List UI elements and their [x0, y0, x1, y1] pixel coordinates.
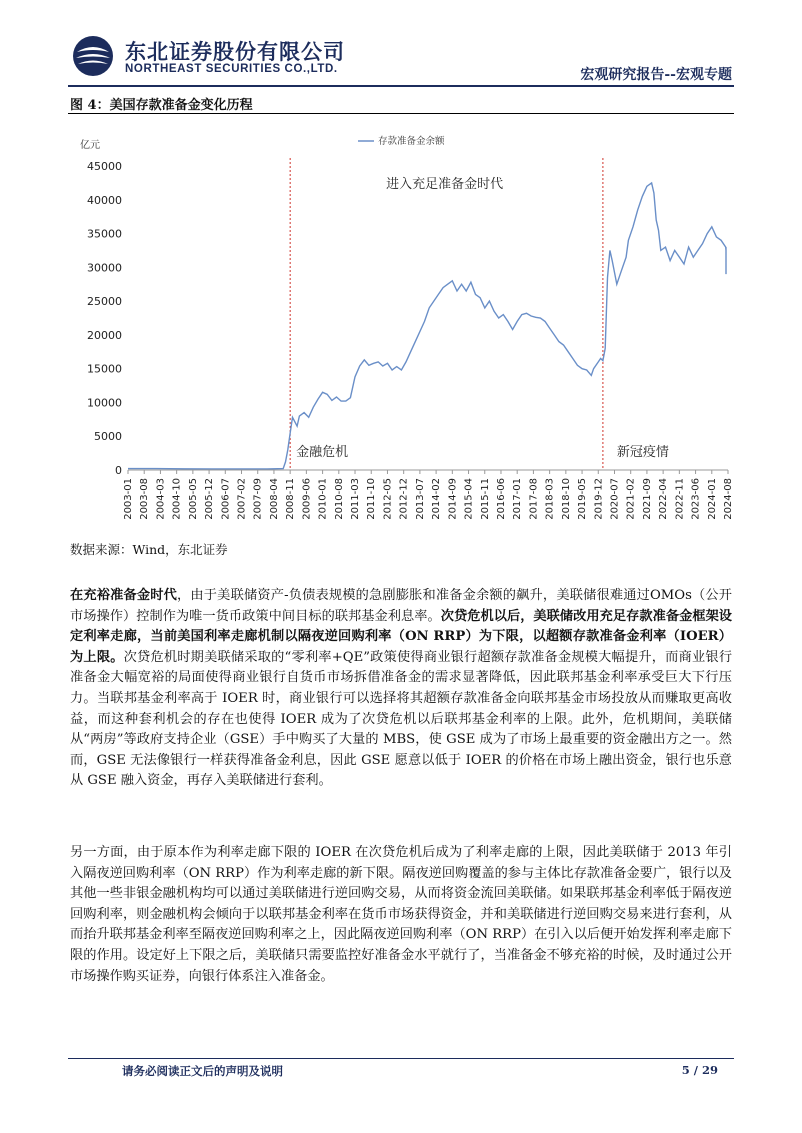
logo-mark-icon	[68, 34, 118, 78]
report-type: 宏观研究报告--宏观专题	[580, 67, 732, 83]
y-tick-label: 35000	[87, 227, 122, 241]
footer-divider	[68, 1058, 734, 1059]
x-tick-label: 2004-10	[171, 478, 183, 520]
x-tick-label: 2008-04	[268, 478, 280, 520]
x-axis-ticks	[123, 470, 734, 520]
annotation-ample-reserves: 进入充足准备金时代	[386, 177, 504, 192]
x-tick-label: 2015-04	[463, 478, 475, 520]
x-tick-label: 2005-05	[187, 478, 199, 520]
company-name-cn: 东北证券股份有限公司	[125, 40, 345, 64]
x-tick-label: 2024-08	[723, 478, 734, 520]
p1-bold-2: 次贷危机以后，美联储改用充足存款准备金框架设定利率走廊，当前美国利率走廊机制以隔夜逆回购利率（ON RRP）为下限，以超额存款准备金利率（IOER）为上限。	[70, 608, 732, 665]
x-tick-label: 2005-12	[204, 478, 216, 520]
x-tick-label: 2017-08	[528, 478, 540, 520]
x-tick-label: 2006-07	[220, 478, 232, 520]
legend-label: 存款准备金余额	[378, 136, 445, 147]
figure-title-divider	[68, 113, 734, 114]
y-tick-label: 20000	[87, 328, 122, 342]
x-tick-label: 2018-10	[560, 478, 572, 520]
figure-source: 数据来源：Wind，东北证券	[70, 542, 228, 557]
series-line-reserve-balance	[128, 183, 726, 469]
y-tick-label: 0	[115, 464, 122, 477]
annotation-financial-crisis: 金融危机	[296, 445, 349, 460]
p1-text-1: ，由于美联储资产-负债表规模的急剧膨胀和准备金余额的飙升，美联储很难通过OMOs（公开市场操作）控制作为唯一货币政策中间目标的联邦基金利息率。	[70, 588, 732, 624]
x-tick-label: 2021-02	[625, 478, 637, 520]
x-tick-label: 2023-06	[690, 478, 702, 520]
y-tick-label: 15000	[87, 362, 122, 376]
x-tick-label: 2012-12	[398, 478, 410, 520]
x-tick-label: 2014-09	[447, 478, 459, 520]
x-tick-label: 2004-03	[155, 478, 167, 520]
y-tick-label: 5000	[94, 430, 122, 444]
x-tick-label: 2010-08	[333, 478, 345, 520]
x-tick-label: 2020-07	[609, 478, 621, 520]
x-tick-label: 2009-06	[301, 478, 313, 520]
x-tick-label: 2022-11	[674, 478, 686, 520]
x-tick-label: 2016-06	[495, 478, 507, 520]
p1-bold-1: 在充裕准备金时代	[70, 588, 178, 603]
x-tick-label: 2013-07	[414, 478, 426, 520]
x-tick-label: 2018-03	[544, 478, 556, 520]
x-tick-label: 2003-08	[139, 478, 151, 520]
y-tick-label: 30000	[87, 261, 122, 275]
reserve-balance-chart	[68, 118, 734, 536]
x-tick-label: 2007-02	[236, 478, 248, 520]
x-tick-label: 2022-04	[658, 478, 670, 520]
header-divider	[68, 85, 734, 87]
company-logo	[68, 34, 118, 82]
y-tick-label: 10000	[87, 396, 122, 410]
disclaimer-note: 请务必阅读正文后的声明及说明	[122, 1064, 283, 1078]
x-tick-label: 2019-12	[593, 478, 605, 520]
p1-text-2: 次贷危机时期美联储采取的“零利率+QE”政策使得商业银行超额存款准备金规模大幅提升，而商业银行准备金大幅宽裕的局面使得商业银行自货币市场拆借准备金的需求显著降低，因此联邦基金利率承受巨大下行压力。当联邦基金利率高于 IOER 时，商业银行可以选择将其超额存款准备金向联邦基金市场投放从而赚取更高收益，而这种套利机会的存在也使得 IOER 成为了次贷危机以后联邦基金利率的上限。此外，危机期间，美联储从“两房”等政府支持企业（GSE）手中购买了大量的 MBS，使 GSE 成为了市场上最重要的资金融出方之一。然而，GSE 无法像银行一样获得准备金利息，因此 GSE 愿意以低于 IOER 的价格在市场上融出资金，银行也乐意从 GSE 融入资金，再存入美联储进行套利。	[70, 649, 733, 789]
event-markers	[290, 158, 603, 470]
y-axis-ticks	[87, 160, 122, 477]
x-tick-label: 2008-11	[285, 478, 297, 520]
company-name-en: NORTHEAST SECURITIES CO.,LTD.	[125, 63, 338, 75]
annotation-covid: 新冠疫情	[616, 445, 669, 460]
x-tick-label: 2024-01	[706, 478, 718, 520]
x-tick-label: 2019-05	[577, 478, 589, 520]
x-tick-label: 2010-01	[317, 478, 329, 520]
x-tick-label: 2012-05	[382, 478, 394, 520]
y-tick-label: 25000	[87, 295, 122, 309]
paragraph-2: 另一方面，由于原本作为利率走廊下限的 IOER 在次贷危机后成为了利率走廊的上限，因此美联储于 2013 年引入隔夜逆回购利率（ON RRP）作为利率走廊的新下限。隔夜逆回购覆盖的参与主体比存款准备金要广，银行以及其他一些非银金融机构均可以通过美联储进行逆回购交易，从而将资金流回美联储。如果联邦基金利率低于隔夜逆回购利率，则金融机构会倾向于以联邦基金利率在货币市场获得资金，并和美联储进行逆回购交易来进行套利，从而抬升联邦基金利率至隔夜逆回购利率之上，因此隔夜逆回购利率（ON RRP）在引入以后便开始发挥利率走廊下限的作用。设定好上下限之后，美联储只需要监控好准备金水平就行了，当准备金不够充裕的时候，及时通过公开市场操作购买证券，向银行体系注入准备金。	[70, 845, 732, 984]
y-tick-label: 45000	[87, 160, 122, 173]
x-tick-label: 2017-01	[512, 478, 524, 520]
x-tick-label: 2014-02	[431, 478, 443, 520]
y-tick-label: 40000	[87, 193, 122, 207]
x-tick-label: 2011-03	[350, 478, 362, 520]
x-tick-label: 2011-10	[366, 478, 378, 520]
y-axis-label: 亿元	[80, 140, 100, 151]
x-tick-label: 2015-11	[479, 478, 491, 520]
x-tick-label: 2021-09	[641, 478, 653, 520]
paragraph-1	[70, 586, 732, 792]
x-tick-label: 2003-01	[123, 478, 134, 520]
page-number: 5 / 29	[681, 1063, 718, 1077]
figure-title: 图 4：美国存款准备金变化历程	[70, 98, 253, 113]
x-tick-label: 2007-09	[252, 478, 264, 520]
